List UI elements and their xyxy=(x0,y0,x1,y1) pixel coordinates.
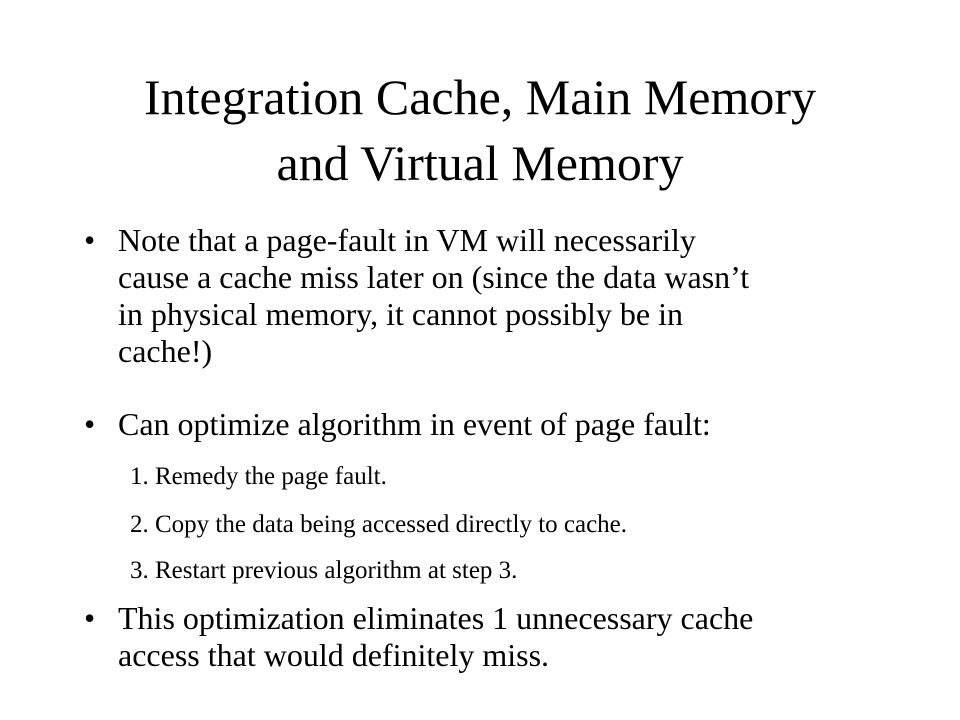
slide-title-line-1: Integration Cache, Main Memory xyxy=(143,69,817,125)
slide-title-line-2: and Virtual Memory xyxy=(276,135,684,191)
bullet-line: Can optimize algorithm in event of page fault: xyxy=(118,406,711,442)
bullet-dot-icon: • xyxy=(84,600,96,636)
step-item-1: 1. Remedy the page fault. xyxy=(130,463,387,490)
bullet-line: Note that a page-fault in VM will necessarily xyxy=(118,222,696,258)
step-item-3: 3. Restart previous algorithm at step 3. xyxy=(130,557,518,584)
step-item-2: 2. Copy the data being accessed directly to cache. xyxy=(130,511,628,538)
bullet-dot-icon: • xyxy=(84,222,96,258)
bullet-line: cause a cache miss later on (since the data wasn’t xyxy=(118,259,750,295)
bullet-line: This optimization eliminates 1 unnecessary cache xyxy=(118,600,754,636)
bullet-text xyxy=(118,406,888,443)
bullet-line: in physical memory, it cannot possibly be in xyxy=(118,296,683,332)
bullet-dot-icon: • xyxy=(84,406,96,442)
slide-title xyxy=(60,64,900,196)
bullet-text xyxy=(118,600,888,674)
bullet-line: cache!) xyxy=(118,333,213,369)
bullet-line: access that would definitely miss. xyxy=(118,637,550,673)
bullet-text xyxy=(118,222,888,370)
